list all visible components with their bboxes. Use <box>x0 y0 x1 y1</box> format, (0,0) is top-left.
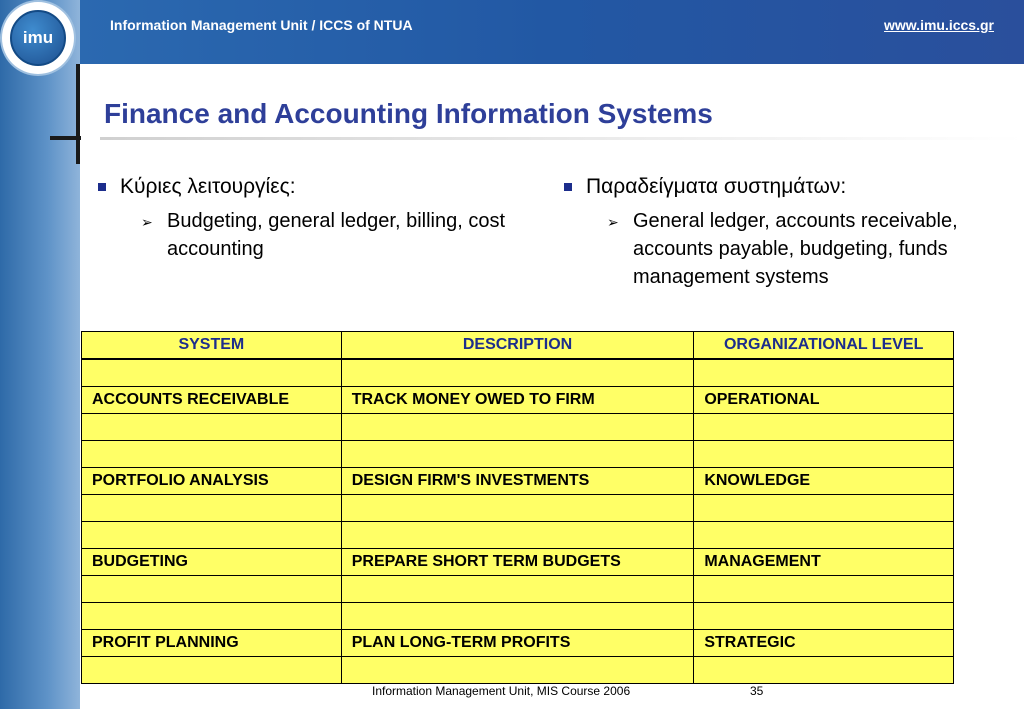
header-system: SYSTEM <box>82 332 342 360</box>
page-number: 35 <box>750 684 764 698</box>
cell-description: TRACK MONEY OWED TO FIRM <box>341 387 694 414</box>
imu-logo <box>2 2 74 74</box>
left-column <box>96 175 536 263</box>
slide-title: Finance and Accounting Information Systems <box>104 98 713 129</box>
sub-bullet-functions <box>141 207 536 263</box>
table-spacer-row <box>82 603 954 630</box>
header-website-link[interactable]: www.imu.iccs.gr <box>884 17 994 33</box>
sidebar-gradient <box>0 0 80 709</box>
systems-table <box>81 331 954 684</box>
title-underline <box>100 137 1024 140</box>
cell-level: KNOWLEDGE <box>694 468 954 495</box>
table-spacer-row <box>82 414 954 441</box>
sub-bullet-examples <box>607 207 982 291</box>
table-spacer-row <box>82 495 954 522</box>
sub-bullet-text: Budgeting, general ledger, billing, cost accounting <box>167 210 506 260</box>
cell-description: DESIGN FIRM'S INVESTMENTS <box>341 468 694 495</box>
header-organizational-level: ORGANIZATIONAL LEVEL <box>694 332 954 360</box>
decorative-vertical-line <box>76 64 80 164</box>
table-spacer-row <box>82 359 954 387</box>
table-row <box>82 630 954 657</box>
square-bullet-icon <box>564 183 572 191</box>
header-bar <box>80 0 1024 64</box>
header-org-name: Information Management Unit / ICCS of NTUA <box>110 17 413 33</box>
decorative-horizontal-line <box>50 136 81 140</box>
footer-text: Information Management Unit, MIS Course 2006 <box>372 684 631 698</box>
right-column <box>562 175 982 291</box>
logo-text: imu <box>10 10 66 66</box>
cell-system: ACCOUNTS RECEIVABLE <box>82 387 342 414</box>
cell-system: PORTFOLIO ANALYSIS <box>82 468 342 495</box>
cell-system: BUDGETING <box>82 549 342 576</box>
bullet-text: Παραδείγματα συστημάτων: <box>586 175 847 198</box>
table-header-row <box>82 332 954 360</box>
table-row <box>82 549 954 576</box>
header-description: DESCRIPTION <box>341 332 694 360</box>
table-spacer-row <box>82 441 954 468</box>
sub-bullet-text: General ledger, accounts receivable, accounts payable, budgeting, funds management systems <box>633 210 958 288</box>
table-spacer-row <box>82 576 954 603</box>
square-bullet-icon <box>98 183 106 191</box>
bullet-main-functions <box>96 175 536 199</box>
bullet-system-examples <box>562 175 982 199</box>
cell-description: PLAN LONG-TERM PROFITS <box>341 630 694 657</box>
table-row <box>82 468 954 495</box>
cell-level: STRATEGIC <box>694 630 954 657</box>
cell-system: PROFIT PLANNING <box>82 630 342 657</box>
cell-description: PREPARE SHORT TERM BUDGETS <box>341 549 694 576</box>
table-spacer-row <box>82 657 954 684</box>
table-spacer-row <box>82 522 954 549</box>
table-row <box>82 387 954 414</box>
cell-level: MANAGEMENT <box>694 549 954 576</box>
bullet-text: Κύριες λειτουργίες: <box>120 175 296 198</box>
arrow-bullet-icon: ➢ <box>141 214 153 230</box>
arrow-bullet-icon: ➢ <box>607 214 619 230</box>
cell-level: OPERATIONAL <box>694 387 954 414</box>
